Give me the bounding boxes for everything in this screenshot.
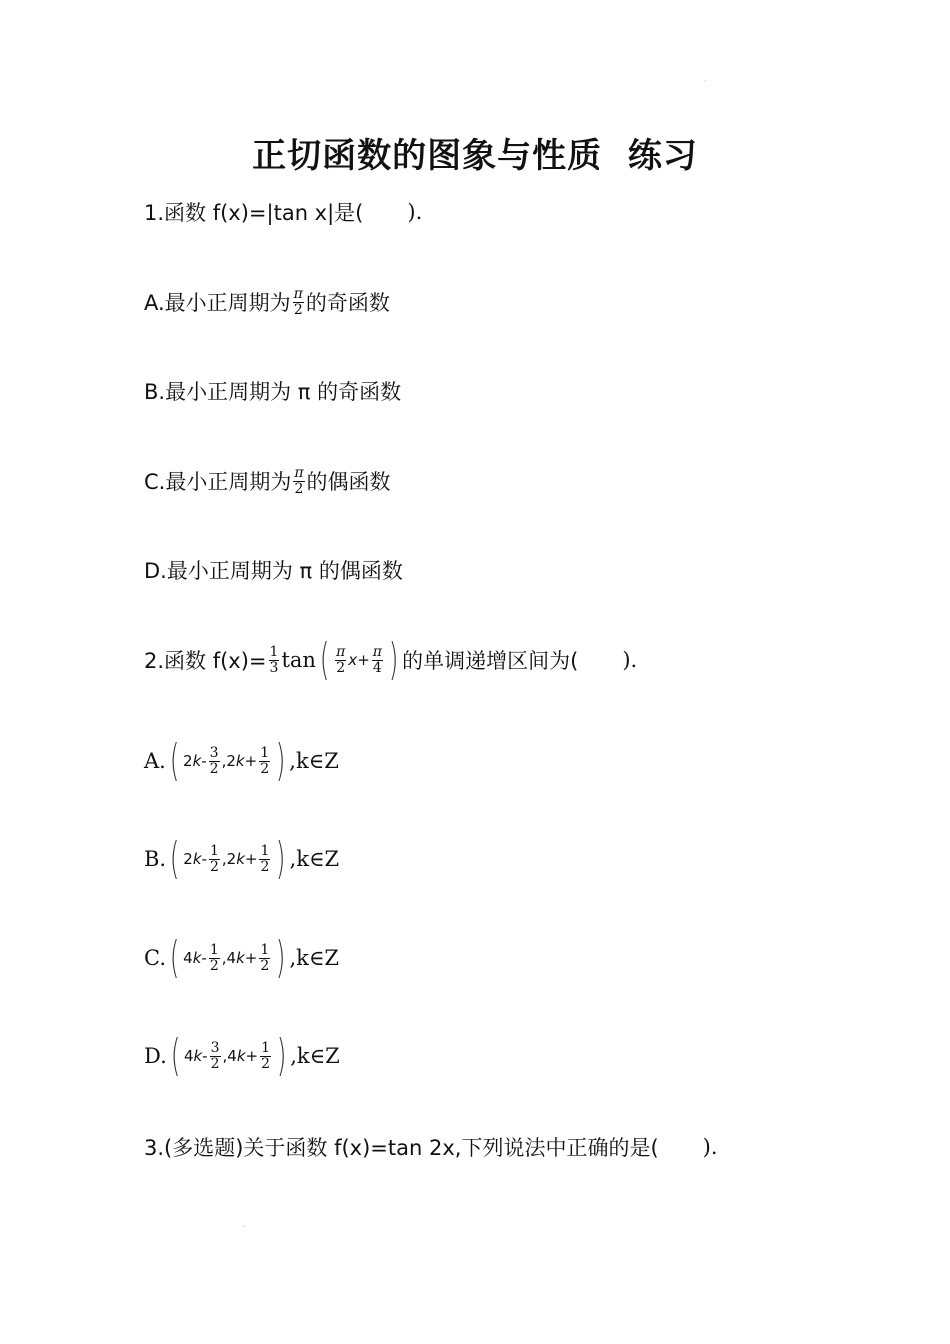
question-2-end: ). — [622, 648, 638, 672]
q1-option-c — [144, 451, 391, 511]
denominator: 2 — [294, 480, 304, 497]
right-paren: ) — [276, 932, 286, 983]
left-paren: ( — [169, 833, 180, 884]
comma: , — [221, 752, 227, 770]
left-paren: ( — [169, 735, 180, 786]
fraction — [372, 645, 383, 676]
fraction — [260, 1041, 271, 1072]
variable-k: k — [235, 752, 245, 770]
numerator: 3 — [209, 744, 219, 761]
coefficient: 2 — [226, 850, 237, 868]
q2-option-a — [144, 731, 339, 791]
fraction — [259, 943, 270, 974]
fraction — [335, 645, 346, 676]
variable-k: k — [236, 850, 245, 868]
numerator: 1 — [260, 744, 270, 761]
variable-x: x — [348, 651, 358, 669]
minus-sign: - — [201, 850, 207, 868]
fraction — [210, 1041, 221, 1072]
plus-sign: + — [244, 850, 258, 868]
numerator: π — [372, 643, 382, 660]
numerator: π — [293, 285, 303, 302]
option-tail: ,k∈Z — [290, 1044, 340, 1068]
option-text: B.最小正周期为 π 的奇函数 — [144, 380, 402, 404]
fraction — [259, 844, 270, 875]
coefficient: 4 — [227, 1047, 237, 1065]
option-label: D. — [144, 1044, 167, 1068]
denominator: 2 — [210, 1055, 220, 1072]
denominator: 2 — [209, 760, 219, 777]
q1-option-d — [144, 540, 403, 600]
numerator: 1 — [209, 941, 219, 958]
left-paren: ( — [319, 634, 330, 685]
question-1-end: ). — [407, 200, 423, 224]
numerator: 1 — [209, 842, 219, 859]
q2-option-b — [144, 829, 339, 889]
question-2-stem — [144, 630, 637, 690]
option-text: A.最小正周期为 — [144, 291, 291, 315]
option-text: 的奇函数 — [305, 291, 390, 315]
denominator: 2 — [260, 858, 270, 875]
coefficient: 4 — [183, 1047, 194, 1065]
option-label: C. — [144, 946, 166, 970]
variable-k: k — [236, 949, 245, 967]
numerator: 1 — [260, 941, 270, 958]
fraction — [269, 645, 280, 676]
fraction — [293, 466, 304, 497]
coefficient: 2 — [183, 752, 193, 770]
denominator: 2 — [261, 1055, 271, 1072]
variable-k: k — [192, 850, 202, 868]
numerator: π — [294, 464, 304, 481]
minus-sign: - — [201, 949, 207, 967]
denominator: 4 — [372, 659, 382, 676]
coefficient: 2 — [226, 752, 236, 770]
numerator: 3 — [210, 1039, 220, 1056]
variable-k: k — [192, 949, 202, 967]
variable-k: k — [236, 1047, 246, 1065]
q2-option-d — [144, 1026, 340, 1086]
variable-k: k — [193, 1047, 203, 1065]
option-text: C.最小正周期为 — [144, 470, 292, 494]
speck-bottom — [244, 1226, 245, 1227]
minus-sign: - — [201, 752, 207, 770]
denominator: 2 — [209, 858, 219, 875]
option-label: A. — [144, 749, 166, 773]
plus-sign: + — [245, 1047, 259, 1065]
coefficient: 4 — [183, 949, 193, 967]
fraction — [209, 844, 220, 875]
question-2-text: 2.函数 f(x)= — [144, 649, 267, 673]
numerator: 1 — [261, 1039, 271, 1056]
question-1-text: 1.函数 f(x)=|tan x|是( — [144, 201, 364, 225]
question-2-text: 的单调递增区间为( — [402, 649, 579, 673]
minus-sign: - — [202, 1047, 208, 1065]
numerator: 1 — [269, 643, 279, 660]
comma: , — [221, 949, 227, 967]
right-paren: ) — [276, 1030, 287, 1081]
q1-option-a — [144, 272, 390, 332]
option-text: D.最小正周期为 π 的偶函数 — [144, 559, 403, 583]
option-tail: ,k∈Z — [289, 847, 340, 871]
right-paren: ) — [275, 735, 286, 786]
page-title: 正切函数的图象与性质 练习 — [252, 136, 698, 176]
left-paren: ( — [169, 932, 180, 983]
left-paren: ( — [170, 1030, 181, 1081]
plus-sign: + — [244, 752, 258, 770]
option-text: 的偶函数 — [306, 470, 391, 494]
tan-text: tan — [281, 648, 316, 672]
q2-option-c — [144, 928, 339, 988]
denominator: 2 — [260, 760, 270, 777]
q1-option-b — [144, 361, 401, 421]
question-3-text: 3.(多选题)关于函数 f(x)=tan 2x,下列说法中正确的是( — [144, 1136, 659, 1160]
fraction — [293, 287, 304, 318]
numerator: 1 — [260, 842, 270, 859]
numerator: π — [336, 643, 346, 660]
right-paren: ) — [276, 833, 286, 884]
denominator: 3 — [269, 659, 279, 676]
question-3-end: ). — [702, 1135, 718, 1159]
denominator: 2 — [336, 659, 346, 676]
option-label: B. — [144, 847, 167, 871]
denominator: 2 — [209, 957, 219, 974]
coefficient: 2 — [183, 850, 193, 868]
fraction — [259, 746, 270, 777]
speck-top — [705, 80, 706, 81]
plus-sign: + — [244, 949, 258, 967]
right-paren: ) — [388, 634, 399, 685]
fraction — [209, 943, 220, 974]
denominator: 2 — [260, 957, 270, 974]
option-tail: ,k∈Z — [289, 946, 339, 970]
fraction — [209, 746, 220, 777]
denominator: 2 — [293, 301, 303, 318]
comma: , — [222, 1047, 228, 1065]
option-tail: ,k∈Z — [289, 749, 339, 773]
plus-sign: + — [357, 651, 370, 669]
question-3-stem — [144, 1117, 718, 1177]
question-1-stem — [144, 182, 422, 242]
variable-k: k — [192, 752, 202, 770]
comma: , — [221, 850, 227, 868]
coefficient: 4 — [226, 949, 237, 967]
